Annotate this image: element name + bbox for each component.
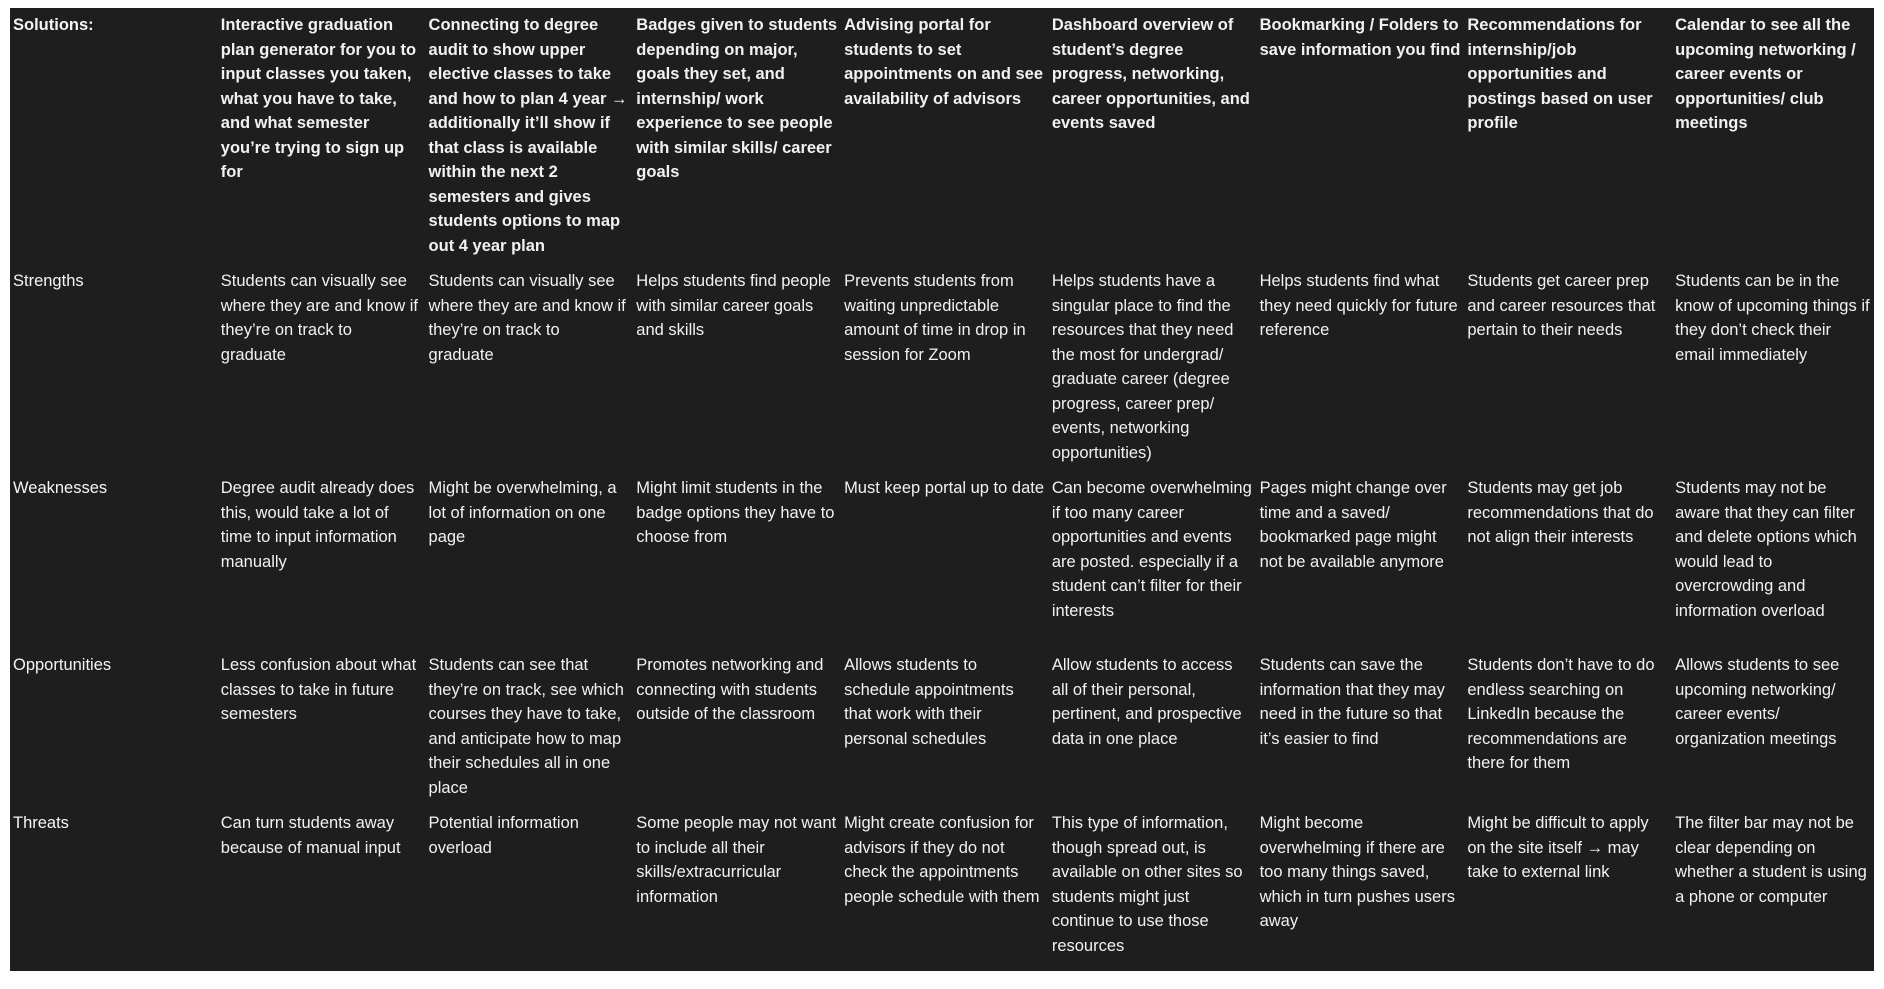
table-cell: Helps students find what they need quickly for future reference	[1259, 272, 1458, 339]
weaknesses-label: Weaknesses	[13, 479, 108, 497]
table-cell: Less confusion about what classes to take in future semesters	[220, 656, 417, 723]
strengths-row	[10, 264, 1874, 471]
solutions-header-row	[10, 8, 1874, 264]
table-cell: Might limit students in the badge options they have to choose from	[636, 479, 835, 546]
threats-row	[10, 806, 1874, 967]
table-cell: Students can see that they’re on track, see which courses they have to take, and anticipate how to map their schedules all in one place	[428, 656, 624, 797]
solution-4-heading: Advising portal for students to set appointments on and see availability of advisors	[844, 16, 1044, 108]
table-cell: Prevents students from waiting unpredictable amount of time in drop in session for Zoom	[844, 272, 1026, 364]
table-cell: Potential information overload	[428, 814, 579, 857]
solution-2-heading: Connecting to degree audit to show upper elective classes to take and how to plan 4 year → additionally it’ll show if that class is available within the next 2 semesters and gives students options to map out 4 year plan	[428, 16, 628, 255]
table-cell: Might be overwhelming, a lot of information on one page	[428, 479, 617, 546]
table-cell: Students can save the information that they may need in the future so that it’s easier to find	[1259, 656, 1445, 748]
swot-board	[10, 8, 1874, 971]
table-cell: Pages might change over time and a saved/ bookmarked page might not be available anymore	[1259, 479, 1447, 571]
table-cell: Can become overwhelming if too many career opportunities and events are posted. especially if a student can’t filter for their interests	[1051, 479, 1252, 620]
solution-8-heading: Calendar to see all the upcoming networking / career events or opportunities/ club meetings	[1675, 16, 1856, 132]
table-cell: Must keep portal up to date	[844, 479, 1045, 497]
table-cell: Some people may not want to include all their skills/extracurricular information	[636, 814, 837, 906]
solution-7-heading: Recommendations for internship/job opportunities and postings based on user profile	[1467, 16, 1653, 132]
table-cell: Allow students to access all of their personal, pertinent, and prospective data in one place	[1051, 656, 1242, 748]
table-cell: This type of information, though spread out, is available on other sites so students might just continue to use those resources	[1051, 814, 1243, 955]
table-cell: Degree audit already does this, would take a lot of time to input information manually	[220, 479, 415, 571]
threats-label: Threats	[13, 814, 69, 832]
table-cell: Students get career prep and career resources that pertain to their needs	[1467, 272, 1656, 339]
table-cell: Promotes networking and connecting with students outside of the classroom	[636, 656, 824, 723]
table-cell: Might create confusion for advisors if they do not check the appointments people schedule with them	[844, 814, 1040, 906]
weaknesses-row	[10, 471, 1874, 648]
table-cell: Might be difficult to apply on the site itself → may take to external link	[1467, 814, 1649, 881]
table-cell: The filter bar may not be clear depending on whether a student is using a phone or computer	[1675, 814, 1867, 906]
solution-1-heading: Interactive graduation plan generator for you to input classes you taken, what you have to take, and what semester you’re trying to sign up for	[220, 16, 417, 181]
table-cell: Allows students to schedule appointments that work with their personal schedules	[844, 656, 1014, 748]
table-cell: Students can visually see where they are and know if they’re on track to graduate	[428, 272, 626, 364]
solution-5-heading: Dashboard overview of student’s degree progress, networking, career opportunities, and events saved	[1051, 16, 1250, 132]
table-cell: Students may not be aware that they can filter and delete options which would lead to overcrowding and information overload	[1675, 479, 1857, 620]
table-cell: Students may get job recommendations that do not align their interests	[1467, 479, 1654, 546]
solution-6-heading: Bookmarking / Folders to save information you find	[1259, 16, 1461, 59]
strengths-label: Strengths	[13, 272, 84, 290]
table-cell: Might become overwhelming if there are too many things saved, which in turn pushes users away	[1259, 814, 1455, 930]
table-cell: Allows students to see upcoming networking/ career events/ organization meetings	[1675, 656, 1840, 748]
table-cell: Helps students find people with similar career goals and skills	[636, 272, 831, 339]
opportunities-row	[10, 648, 1874, 806]
solutions-label: Solutions:	[13, 16, 94, 34]
table-cell: Students don’t have to do endless searching on LinkedIn because the recommendations are there for them	[1467, 656, 1655, 772]
opportunities-label: Opportunities	[13, 656, 112, 674]
table-cell: Students can be in the know of upcoming things if they don’t check their email immediately	[1675, 272, 1870, 364]
solution-3-heading: Badges given to students depending on major, goals they set, and internship/ work experience to see people with similar skills/ career goals	[636, 16, 838, 181]
swot-table	[10, 8, 1874, 967]
table-cell: Helps students have a singular place to find the resources that they need the most for undergrad/ graduate career (degree progress, career prep/ events, networking opportunities)	[1051, 272, 1234, 462]
table-cell: Can turn students away because of manual input	[220, 814, 401, 857]
table-cell: Students can visually see where they are and know if they’re on track to graduate	[220, 272, 418, 364]
